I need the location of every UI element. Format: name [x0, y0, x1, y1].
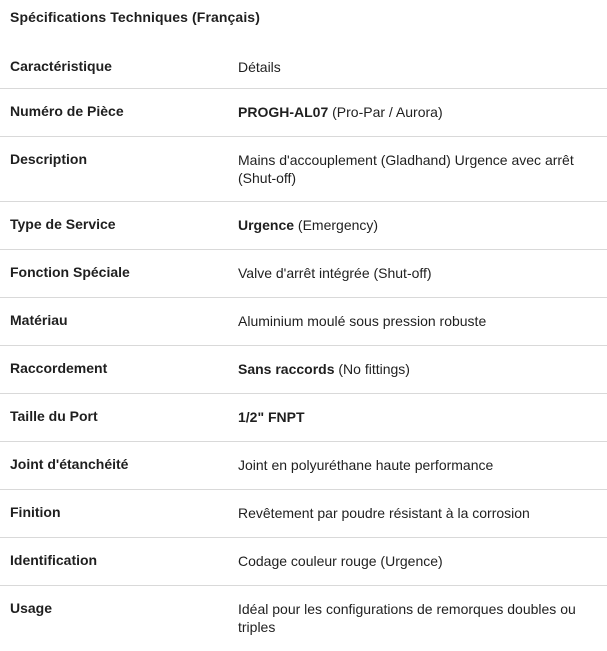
header-value: [238, 58, 600, 76]
row-key: Taille du Port: [10, 408, 98, 424]
row-value: [238, 552, 600, 570]
row-value: [238, 504, 600, 522]
row-value-bold: 1/2" FNPT: [238, 409, 305, 425]
table-row: [0, 394, 607, 442]
row-value-rest: Revêtement par poudre résistant à la corrosion: [238, 505, 530, 521]
row-value: [238, 360, 600, 378]
row-value-bold: Urgence: [238, 217, 295, 233]
table-row: [0, 586, 607, 651]
row-key: Type de Service: [10, 216, 116, 232]
row-value-rest: (Pro-Par / Aurora): [328, 104, 443, 120]
row-value-rest: Mains d'accouplement (Gladhand) Urgence avec arrêt (Shut-off): [238, 152, 574, 186]
table-row: [0, 346, 607, 394]
row-value: [238, 312, 600, 330]
row-key: Finition: [10, 504, 61, 520]
row-value-rest: Valve d'arrêt intégrée (Shut-off): [238, 265, 432, 281]
spec-table: [0, 44, 607, 651]
header-key: Caractéristique: [10, 58, 112, 74]
row-value: [238, 216, 600, 234]
row-key: Usage: [10, 600, 53, 616]
row-value-rest: (Emergency): [294, 217, 379, 233]
row-key: Matériau: [10, 312, 68, 328]
table-row: [0, 250, 607, 298]
row-key: Joint d'étanchéité: [10, 456, 129, 472]
table-header-row: [0, 44, 607, 89]
row-value-rest: (No fittings): [334, 361, 410, 377]
row-value: [238, 600, 600, 636]
table-row: [0, 89, 607, 137]
row-key: Raccordement: [10, 360, 108, 376]
page-title: Spécifications Techniques (Français): [10, 9, 260, 25]
row-key: Fonction Spéciale: [10, 264, 130, 280]
table-row: [0, 202, 607, 250]
row-value: [238, 103, 600, 121]
row-value-bold: PROGH-AL07: [238, 104, 329, 120]
row-value-bold: Sans raccords: [238, 361, 335, 377]
table-row: [0, 298, 607, 346]
row-value-rest: Idéal pour les configurations de remorques doubles ou triples: [238, 601, 576, 635]
table-row: [0, 538, 607, 586]
table-row: [0, 442, 607, 490]
row-value: [238, 408, 600, 426]
header-value-text: Détails: [238, 59, 281, 75]
row-value-rest: Joint en polyuréthane haute performance: [238, 457, 494, 473]
row-value: [238, 151, 600, 187]
row-key: Description: [10, 151, 88, 167]
table-row: [0, 490, 607, 538]
row-key: Numéro de Pièce: [10, 103, 124, 119]
row-value: [238, 456, 600, 474]
table-row: [0, 137, 607, 202]
row-key: Identification: [10, 552, 98, 568]
row-value-rest: Aluminium moulé sous pression robuste: [238, 313, 487, 329]
row-value: [238, 264, 600, 282]
row-value-rest: Codage couleur rouge (Urgence): [238, 553, 443, 569]
